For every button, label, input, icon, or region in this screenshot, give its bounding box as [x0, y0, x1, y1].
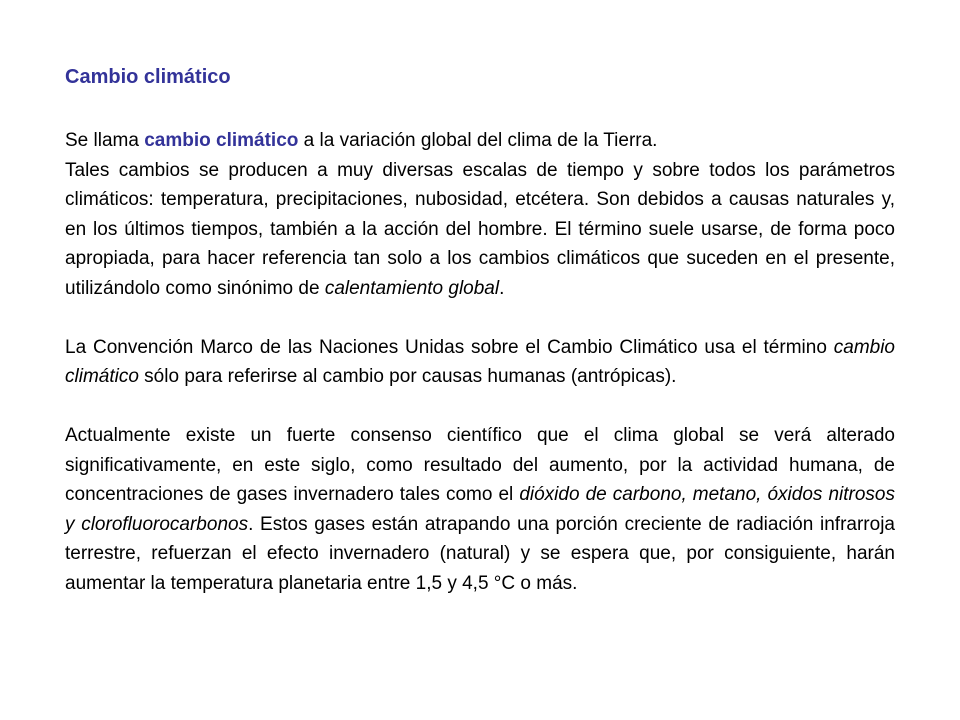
paragraph-consensus — [65, 421, 895, 598]
definition-intro: Se llama — [65, 130, 145, 151]
definition-rest: a la variación global del clima de la Tierra. — [298, 130, 658, 151]
consensus-intro: Actualmente existe un fuerte consenso científico que el clima global se verá alterado significativamente, en este siglo, como resultado del aumento, por la actividad humana, de concentraciones de gases invernadero tales como el — [65, 425, 895, 505]
unfccc-rest: sólo para referirse al cambio por causas humanas (antrópicas). — [138, 366, 677, 387]
definition-body: Tales cambios se producen a muy diversas escalas de tiempo y sobre todos los parámetros climáticos: temperatura, precipitaciones, nubosidad, etcétera. Son debidos a causas naturales y, en los últimos tiempos, también a la acción del hombre. El término suele usarse, de forma poco apropiada, para hacer referencia tan solo a los cambios climáticos que suceden en el presente, utilizándolo como sinónimo de — [65, 159, 895, 299]
unfccc-intro: La Convención Marco de las Naciones Unidas sobre el Cambio Climático usa el término — [65, 336, 834, 358]
paragraph-definition — [65, 126, 895, 303]
consensus-rest: . Estos gases están atrapando una porción creciente de radiación infrarroja terrestre, refuerzan el efecto invernadero (natural) y se espera que, por consiguiente, harán aumentar la temperatura planetaria entre 1,5 y 4,5 °C o más. — [65, 513, 895, 594]
italic-term-global-warming: calentamiento global — [324, 277, 500, 299]
slide-title: Cambio climático — [65, 66, 231, 88]
highlighted-term: cambio climático — [144, 130, 299, 151]
italic-term-climate-change: cambio climático — [65, 336, 895, 387]
slide-content — [65, 62, 895, 628]
definition-end: . — [499, 277, 505, 299]
italic-gas-list: dióxido de carbono, metano, óxidos nitrosos y clorofluorocarbonos — [65, 484, 896, 535]
paragraph-unfccc — [65, 333, 895, 392]
